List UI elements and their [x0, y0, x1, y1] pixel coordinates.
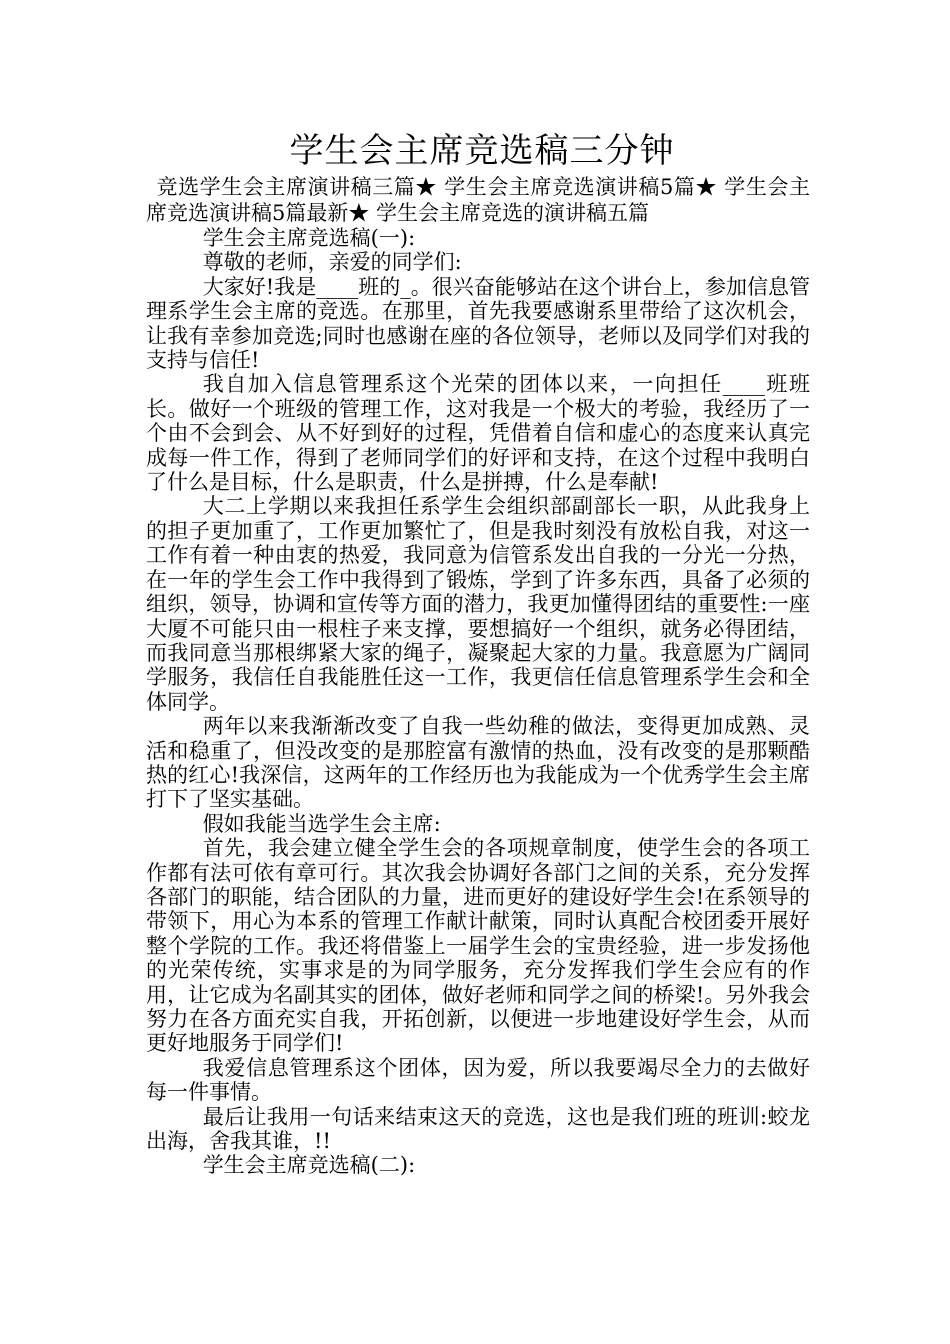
paragraph-love: 我爱信息管理系这个团体，因为爱，所以我要竭尽全力的去做好每一件事情。	[146, 1055, 810, 1105]
paragraph-greeting: 尊敬的老师，亲爱的同学们:	[202, 250, 462, 275]
paragraph-plans: 首先，我会建立健全学生会的各项规章制度，使学生会的各项工作都有法可依有章可行。其次我会协调好各部门之间的关系，充分发挥各部门的职能，结合团队的力量，进而更好的建设好学生会!在系领导的带领下，用心为本系的管理工作献计献策，同时认真配合校团委开展好整个学院的工作。我还将借鉴上一届学生会的宝贵经验，进一步发扬他的光荣传统，实事求是的为同学服务，充分发挥我们学生会应有的作用，让它成为名副其实的团体，做好老师和同学之间的桥梁!。另外我会努力在各方面充实自我，开拓创新，以便进一步地建设好学生会，从而更好地服务于同学们!	[146, 836, 810, 1056]
paragraph-if-elected: 假如我能当选学生会主席:	[202, 811, 441, 836]
paragraph-two-years: 两年以来我渐渐改变了自我一些幼稚的做法，变得更加成熟、灵活和稳重了，但没改变的是那腔富有激情的热血，没有改变的是那颗酷热的红心!我深信，这两年的工作经历也为我能成为一个优秀学生会主席打下了坚实基础。	[146, 714, 810, 812]
paragraph-heading-speech-two: 学生会主席竞选稿(二):	[202, 1153, 416, 1178]
paragraph-organization-department: 大二上学期以来我担任系学生会组织部副部长一职，从此我身上的担子更加重了，工作更加繁忙了，但是我时刻没有放松自我，对这一工作有着一种由衷的热爱，我同意为信管系发出自我的一分光一分热，在一年的学生会工作中我得到了锻炼，学到了许多东西，具备了必须的组织，领导，协调和宣传等方面的潜力，我更加懂得团结的重要性:一座大厦不可能只由一根柱子来支撑，要想搞好一个组织，就务必得团结，而我同意当那根绑紧大家的绳子，凝聚起大家的力量。我意愿为广阔同学服务，我信任自我能胜任这一工作，我更信任信息管理系学生会和全体同学。	[146, 494, 810, 714]
document-title: 学生会主席竞选稿三分钟	[289, 131, 675, 171]
paragraph-introduction: 大家好!我是____班的_。很兴奋能够站在这个讲台上，参加信息管理系学生会主席的竞选。在那里，首先我要感谢系里带给了这次机会，让我有幸参加竞选;同时也感谢在座的各位领导，老师以及同学们对我的支持与信任!	[146, 274, 810, 373]
paragraph-heading-speech-one: 学生会主席竞选稿(一):	[202, 226, 416, 250]
paragraph-closing: 最后让我用一句话来结束这天的竞选，这也是我们班的班训:蛟龙出海，舍我其谁，!!	[146, 1104, 810, 1154]
document-page	[146, 128, 810, 1178]
paragraph-class-monitor: 我自加入信息管理系这个光荣的团体以来，一向担任____班班长。做好一个班级的管理工作，这对我是一个极大的考验，我经历了一个由不会到会、从不好到好的过程，凭借着自信和虚心的态度来认真完成每一件工作，得到了老师同学们的好评和支持，在这个过程中我明白了什么是目标，什么是职责，什么是拼搏，什么是奉献!	[146, 372, 810, 495]
document-subtitle: 竞选学生会主席演讲稿三篇★ 学生会主席竞选演讲稿5篇★ 学生会主席竞选演讲稿5篇最新★ 学生会主席竞选的演讲稿五篇	[146, 175, 810, 225]
